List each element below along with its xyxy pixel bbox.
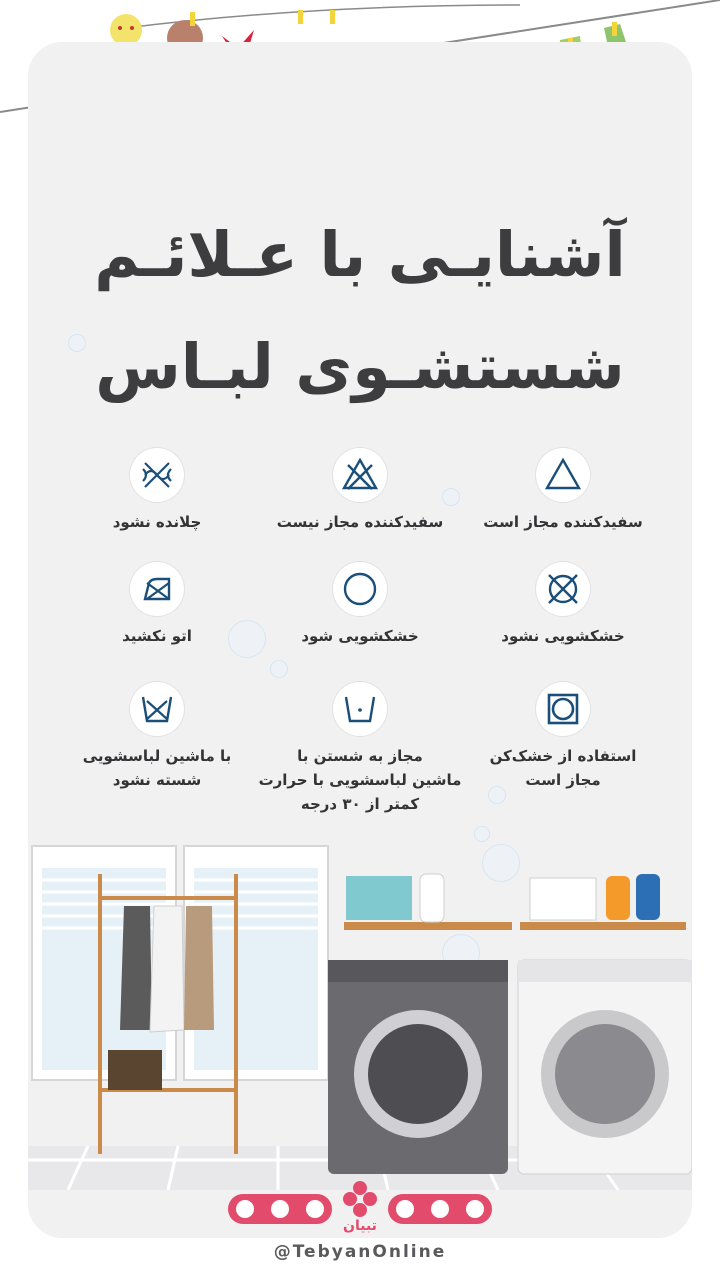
social-handle[interactable]: @TebyanOnline [273, 1242, 447, 1262]
rubika-icon[interactable] [306, 1200, 324, 1218]
crossed-twist-icon [130, 448, 184, 502]
twitter-icon[interactable] [431, 1200, 449, 1218]
instagram-icon[interactable] [236, 1200, 254, 1218]
symbol-do-not-wring [47, 448, 267, 534]
tebyan-logo-icon [338, 1180, 382, 1218]
telegram-icon[interactable] [396, 1200, 414, 1218]
symbol-no-dry-clean [453, 562, 673, 648]
crossed-wash-icon [130, 682, 184, 736]
symbol-label: سفیدکننده مجاز نیست [276, 513, 444, 531]
crossed-triangle-icon [333, 448, 387, 502]
title-line-2: شستشـوی لبـاس [95, 330, 625, 403]
bubble [270, 660, 288, 678]
instagram-icon[interactable] [466, 1200, 484, 1218]
tumble-dry-icon [536, 682, 590, 736]
symbol-label: خشکشویی نشود [501, 627, 625, 645]
symbol-label: سفیدکننده مجاز است [483, 513, 643, 531]
bubble [68, 334, 86, 352]
symbol-bleach-allowed [453, 448, 673, 534]
crossed-iron-icon [130, 562, 184, 616]
symbol-label: استفاده از خشک‌کن مجاز است [489, 747, 637, 789]
title-line-1: آشنایـی با عـلائـم [94, 218, 626, 291]
symbol-label: با ماشین لباسشویی شسته نشود [82, 747, 232, 789]
symbol-bleach-not-allowed [250, 448, 470, 534]
brand-name: تبیان [343, 1218, 377, 1234]
crossed-circle-icon [536, 562, 590, 616]
symbol-wash-30 [250, 682, 470, 816]
symbol-do-not-iron [47, 562, 267, 648]
symbol-dry-clean [250, 562, 470, 648]
aparat-icon[interactable] [271, 1200, 289, 1218]
symbol-no-machine-wash [47, 682, 267, 792]
symbol-label: مجاز به شستن با ماشین لباسشویی با حرارت کمتر از ۳۰ درجه [258, 747, 462, 813]
symbol-label: خشکشویی شود [301, 627, 419, 645]
symbol-label: چلانده نشود [112, 513, 202, 531]
laundry-room-illustration [28, 840, 692, 1190]
symbol-tumble-dry [453, 682, 673, 792]
triangle-icon [536, 448, 590, 502]
symbol-label: اتو نکشید [122, 627, 192, 645]
wash-30-icon [333, 682, 387, 736]
circle-icon [333, 562, 387, 616]
